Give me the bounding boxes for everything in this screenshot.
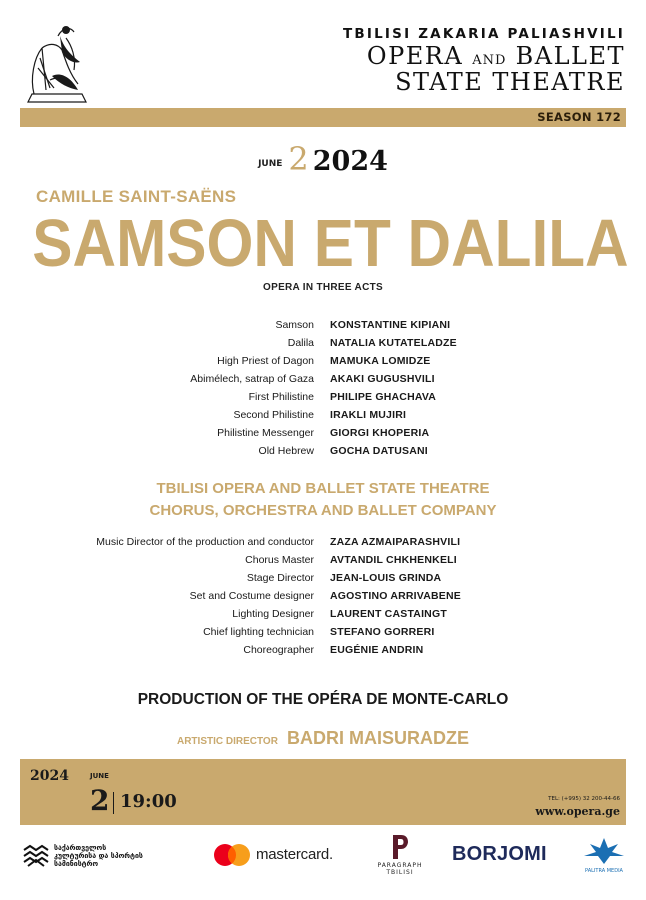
theatre-ballet: BALLET	[515, 41, 625, 70]
paragraph-logo	[372, 834, 428, 880]
bar-time: 19:00	[120, 791, 177, 812]
season-bar	[20, 108, 626, 127]
cast-list	[0, 316, 646, 460]
theatre-opera: OPERA	[366, 41, 464, 70]
team-list	[0, 533, 646, 659]
bar-year: 2024	[30, 768, 69, 784]
composer-name: CAMILLE SAINT-SAËNS	[36, 187, 237, 206]
team-name: EUGÉNIE ANDRIN	[330, 644, 424, 656]
theatre-name-line1: TBILISI ZAKARIA PALIASHVILI	[343, 26, 625, 42]
cast-name: PHILIPE GHACHAVA	[330, 391, 437, 403]
ministry-emblem-icon	[22, 844, 50, 868]
cast-name: NATALIA KUTATELADZE	[330, 337, 457, 349]
cast-name: GOCHA DATUSANI	[330, 445, 428, 457]
team-role: Stage Director	[246, 572, 314, 584]
date-month: JUNE	[258, 159, 283, 169]
theatre-name-line2	[343, 41, 625, 70]
cast-name: GIORGI KHOPERIA	[330, 427, 430, 439]
season-label: SEASON 172	[537, 110, 621, 124]
team-name: AVTANDIL CHKHENKELI	[330, 554, 457, 566]
team-name: AGOSTINO ARRIVABENE	[330, 590, 461, 602]
team-role: Lighting Designer	[232, 608, 314, 620]
production-credit: PRODUCTION OF THE OPÉRA DE MONTE-CARLO	[137, 691, 509, 708]
team-row	[0, 605, 646, 623]
team-role: Chorus Master	[245, 554, 314, 566]
team-role: Set and Costume designer	[189, 590, 314, 602]
theatre-name	[343, 28, 625, 94]
cast-role: Philistine Messenger	[217, 427, 314, 439]
opera-subtitle: OPERA IN THREE ACTS	[263, 282, 383, 293]
ministry-text: საქართველოს კულტურისა და სპორტის სამინისტრო	[54, 844, 143, 868]
team-row	[0, 587, 646, 605]
bar-phone: TEL: (+995) 32 200-44-66	[548, 796, 620, 802]
team-name: LAURENT CASTAINGT	[330, 608, 447, 620]
team-row	[0, 533, 646, 551]
opera-title: SAMSON ET DALILA	[32, 206, 629, 281]
cast-row	[0, 334, 646, 352]
cast-row	[0, 316, 646, 334]
website-link[interactable]: www.opera.ge	[535, 805, 620, 818]
team-name: ZAZA AZMAIPARASHVILI	[330, 536, 461, 548]
cast-name: MAMUKA LOMIDZE	[330, 355, 431, 367]
date-year: 2024	[312, 146, 388, 177]
cast-row	[0, 442, 646, 460]
cast-row	[0, 352, 646, 370]
bar-month: JUNE	[90, 772, 109, 780]
bar-day: 2	[90, 784, 110, 817]
company-line1: TBILISI OPERA AND BALLET STATE THEATRE	[156, 480, 490, 497]
palitra-media-logo	[576, 836, 632, 880]
artistic-director-label: ARTISTIC DIRECTOR	[176, 736, 278, 747]
cast-row	[0, 406, 646, 424]
paragraph-mark-icon	[390, 834, 410, 860]
cast-role: Second Philistine	[233, 409, 314, 421]
performance-date	[0, 140, 646, 178]
team-role: Music Director of the production and conductor	[96, 536, 314, 548]
team-role: Choreographer	[243, 644, 314, 656]
cast-name: KONSTANTINE KIPIANI	[330, 319, 451, 331]
team-role: Chief lighting technician	[203, 626, 314, 638]
borjomi-logo: BORJOMI	[452, 843, 547, 865]
palitra-star-icon	[582, 836, 626, 866]
artistic-director-name: BADRI MAISURADZE	[287, 728, 470, 748]
theatre-and: AND	[472, 52, 507, 68]
paragraph-text: PARAGRAPH TBILISI	[377, 862, 423, 876]
cast-role: Samson	[275, 319, 314, 331]
bar-divider	[113, 792, 114, 814]
company-line2: CHORUS, ORCHESTRA AND BALLET COMPANY	[149, 502, 497, 519]
cast-row	[0, 370, 646, 388]
mastercard-logo	[212, 842, 344, 868]
ministry-logo	[22, 844, 192, 868]
bottom-info-bar	[20, 759, 626, 825]
cast-name: AKAKI GUGUSHVILI	[330, 373, 435, 385]
company-heading	[0, 478, 646, 522]
cast-role: Dalila	[287, 337, 314, 349]
cast-row	[0, 424, 646, 442]
team-row	[0, 641, 646, 659]
cast-role: Old Hebrew	[258, 445, 314, 457]
cast-role: First Philistine	[248, 391, 314, 403]
team-name: JEAN-LOUIS GRINDA	[330, 572, 442, 584]
team-row	[0, 551, 646, 569]
mastercard-circles-icon	[212, 842, 252, 868]
cast-name: IRAKLI MUJIRI	[330, 409, 407, 421]
cast-role: Abimélech, satrap of Gaza	[190, 373, 314, 385]
date-day: 2	[288, 140, 309, 178]
mastercard-text: mastercard.	[256, 846, 333, 863]
palitra-text: PALITRA MEDIA	[585, 868, 623, 874]
theatre-name-line3: STATE THEATRE	[395, 67, 625, 96]
artistic-director	[0, 728, 646, 749]
theatre-logo-icon	[20, 18, 94, 106]
cast-role: High Priest of Dagon	[217, 355, 314, 367]
team-name: STEFANO GORRERI	[330, 626, 435, 638]
team-row	[0, 623, 646, 641]
team-row	[0, 569, 646, 587]
cast-row	[0, 388, 646, 406]
